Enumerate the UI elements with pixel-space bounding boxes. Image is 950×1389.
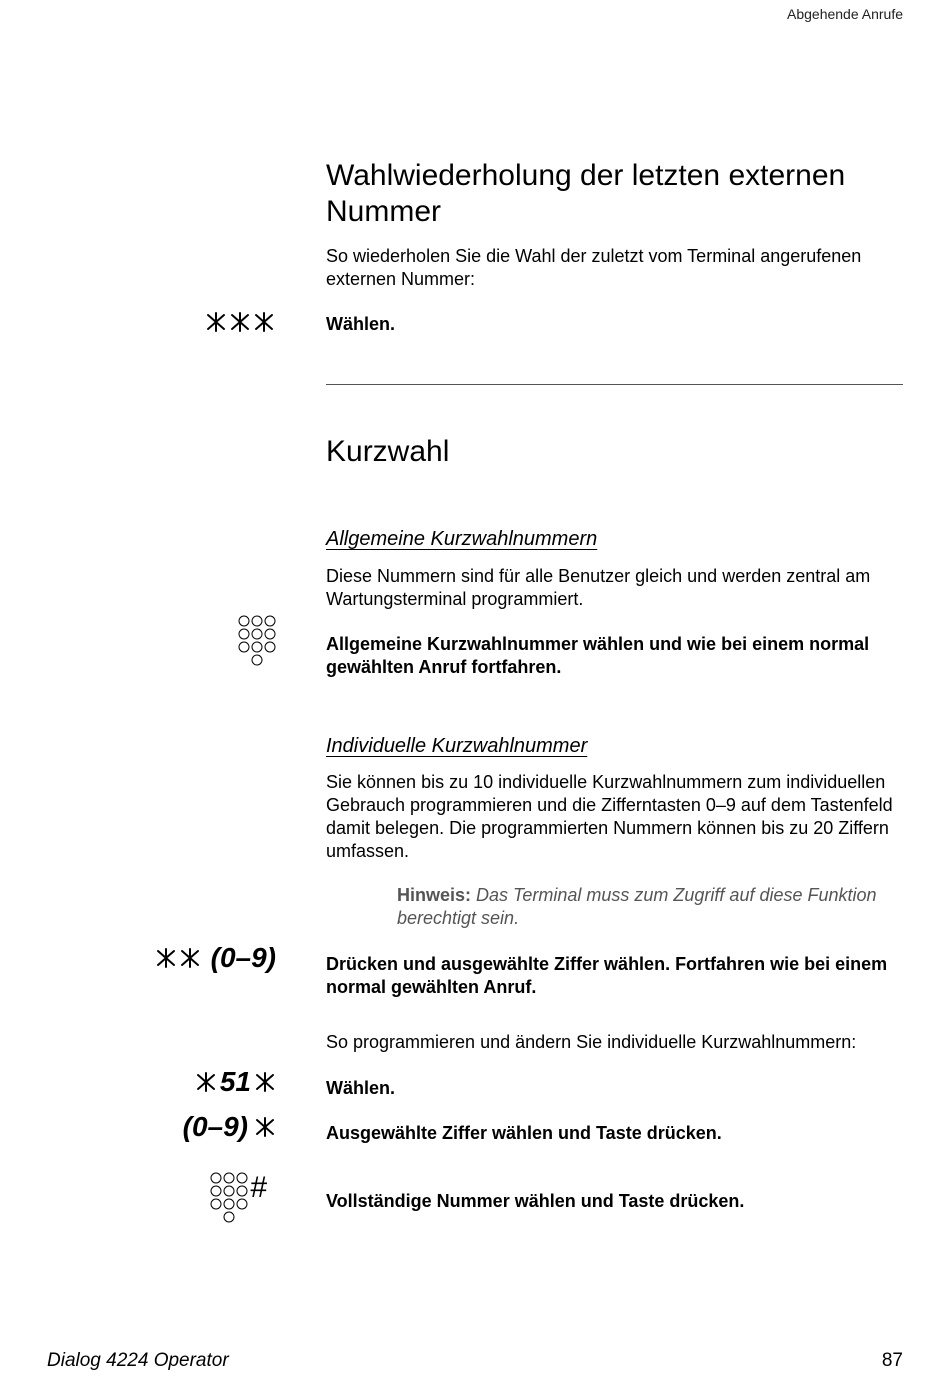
subsection-title-individual: Individuelle Kurzwahlnummer xyxy=(326,735,588,757)
redial-intro: So wiederholen Sie die Wahl der zuletzt vom Terminal angerufenen externen Nummer: xyxy=(326,246,862,289)
individual-step-dial: Drücken und ausgewählte Ziffer wählen. Fortfahren wie bei einem normal gewählten Anruf. xyxy=(326,954,888,997)
note-label: Hinweis: xyxy=(397,885,472,905)
note xyxy=(397,884,907,930)
section-title-redial: Wahlwiederholung der letzten externen Nummer xyxy=(326,159,846,228)
star-icon xyxy=(195,1070,217,1094)
running-header: Abgehende Anrufe xyxy=(787,6,903,22)
note-text: Das Terminal muss zum Zugriff auf diese Funktion berechtigt sein. xyxy=(397,885,877,928)
star-star-icon xyxy=(155,946,205,970)
program-step-dial: Wählen. xyxy=(326,1078,396,1098)
star-star-star-icon xyxy=(205,310,277,334)
common-description: Diese Nummern sind für alle Benutzer gleich und werden zentral am Wartungsterminal programmiert. xyxy=(326,566,871,609)
code-digits-star xyxy=(183,1111,276,1143)
section-title-speed-dial: Kurzwahl xyxy=(326,435,450,468)
hash-key-label: # xyxy=(250,1171,267,1204)
keypad-icon xyxy=(210,1172,250,1226)
page-number: 87 xyxy=(881,1350,903,1371)
digit-range-label: (0–9) xyxy=(210,942,276,973)
individual-description: Sie können bis zu 10 individuelle Kurzwahlnummern zum individuellen Gebrauch programmieren und die Zifferntasten 0–9 auf dem Tastenfeld damit belegen. Die programmierten Nummern können bis zu 20 Ziffern umfassen. xyxy=(326,772,893,861)
program-step-number: Vollständige Nummer wählen und Taste drücken. xyxy=(326,1191,745,1211)
section-divider xyxy=(326,384,903,385)
code-digits: 51 xyxy=(219,1066,251,1097)
program-intro: So programmieren und ändern Sie individuelle Kurzwahlnummern: xyxy=(326,1032,857,1052)
keypad-hash-code xyxy=(210,1172,267,1226)
code-star-star-digits xyxy=(155,942,276,974)
redial-step-label: Wählen. xyxy=(326,314,396,334)
code-star-51-star xyxy=(195,1066,276,1098)
star-icon xyxy=(254,1115,276,1139)
keypad-icon xyxy=(238,615,278,669)
footer-title: Dialog 4224 Operator xyxy=(47,1350,229,1371)
common-step: Allgemeine Kurzwahlnummer wählen und wie bei einem normal gewählten Anruf fortfahren. xyxy=(326,634,870,677)
star-icon xyxy=(254,1070,276,1094)
subsection-title-common: Allgemeine Kurzwahlnummern xyxy=(326,528,598,550)
program-step-digit: Ausgewählte Ziffer wählen und Taste drücken. xyxy=(326,1123,722,1143)
digit-range-label: (0–9) xyxy=(182,1111,248,1142)
